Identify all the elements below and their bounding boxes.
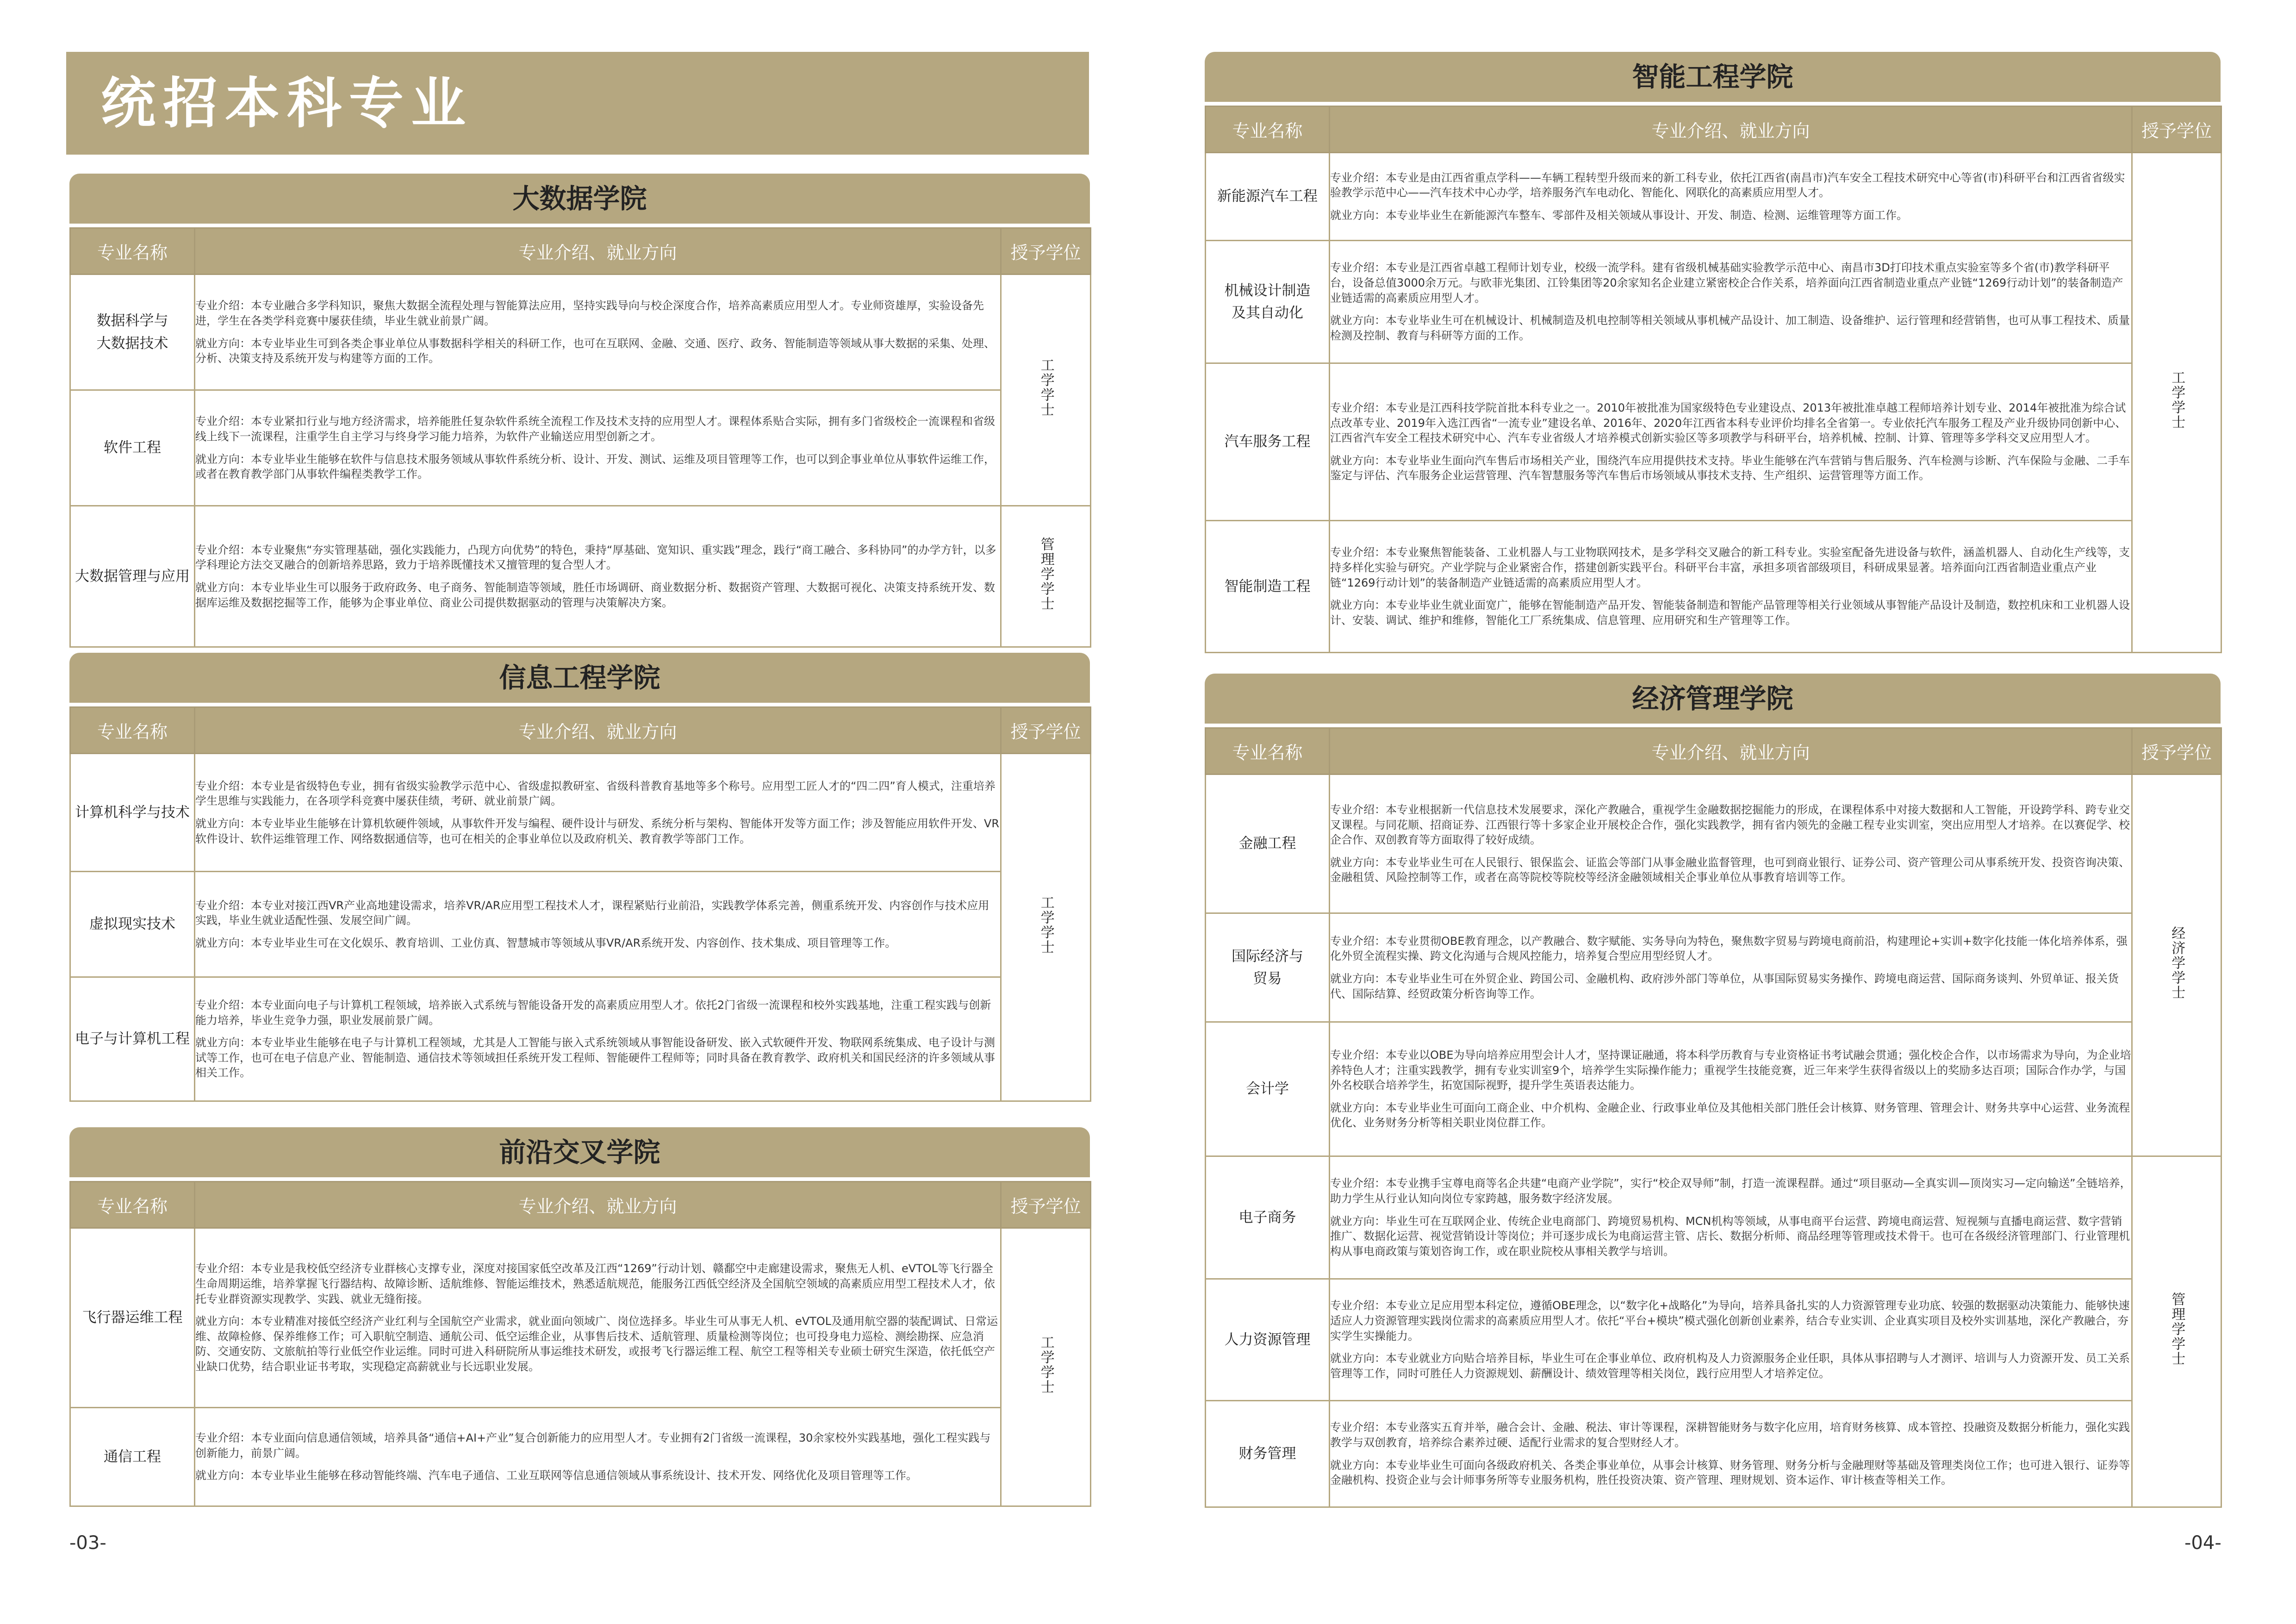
degree-label: 工学学士 [1038, 895, 1054, 955]
major-career: 就业方向：本专业毕业生在新能源汽车整车、零部件及相关领域从事设计、开发、制造、检测、运维管理等方面工作。 [1330, 208, 1908, 222]
major-description [1330, 241, 2132, 363]
major-career: 就业方向：本专业毕业生可在人民银行、银保监会、证监会等部门从事金融业监督管理，也可到商业银行、证券公司、资产管理公司从事系统开发、投资咨询决策、金融租赁、风险控制等工作，或者在高等院校等院校等经济金融领域相关企事业单位从事教育培训等工作。 [1330, 856, 2130, 884]
college-title: 经济管理学院 [1205, 674, 2221, 724]
major-row [1206, 913, 2221, 1022]
degree-label: 管理学学士 [1038, 537, 1054, 611]
major-description [1330, 363, 2132, 521]
college-title: 前沿交叉学院 [69, 1127, 1090, 1177]
major-career: 就业方向：本专业毕业生可在机械设计、机械制造及机电控制等相关领域从事机械产品设计、加工制造、设备维护、运行管理和经营销售，也可从事工程技术、质量检测及控制、教育与科研等方面的工作。 [1330, 314, 2130, 342]
major-row [1206, 775, 2221, 913]
major-intro: 专业介绍：本专业是江西省卓越工程师计划专业，校级一流学科。建有省级机械基础实验教学示范中心、南昌市3D打印技术重点实验室等多个省(市)教学科研平台，设备总值3000余万元。与欧菲光集团、江铃集团等20余家知名企业建立紧密校企合作关系，培养面向江西省制造业重点产业链“1269行动计划”的装备制造产业链适需的高素质应用型人才。 [1330, 261, 2123, 305]
major-intro: 专业介绍：本专业紧扣行业与地方经济需求，培养能胜任复杂软件系统全流程工作及技术支持的应用型人才。课程体系贴合实际，拥有多门省级校企一流课程和省级线上线下一流课程，注重学生自主学习与终身学习能力培养，为软件产业输送应用型创新之才。 [195, 415, 995, 443]
major-career: 就业方向：本专业毕业生可到各类企事业单位从事数据科学相关的科研工作，也可在互联网、金融、交通、医疗、政务、智能制造等领域从事大数据的采集、处理、分析、决策支持及系统开发与构建等方面的工作。 [195, 337, 995, 365]
major-intro: 专业介绍：本专业对接江西VR产业高地建设需求，培养VR/AR应用型工程技术人才，课程紧贴行业前沿，实践教学体系完善，侧重系统开发、内容创作与技术应用实践，毕业生就业适配性强、发展空间广阔。 [195, 899, 989, 927]
major-name: 飞行器运维工程 [70, 1228, 195, 1408]
major-row [70, 506, 1091, 647]
major-name: 机械设计制造 及其自动化 [1206, 241, 1330, 363]
degree-label: 工学学士 [1038, 1335, 1054, 1394]
header-description: 专业介绍、就业方向 [1330, 106, 2132, 153]
majors-table [1205, 106, 2222, 653]
major-name: 汽车服务工程 [1206, 363, 1330, 521]
degree-cell [1001, 506, 1091, 647]
college-title: 信息工程学院 [69, 653, 1090, 703]
header-degree: 授予学位 [2132, 106, 2221, 153]
page-number-right: -04- [2184, 1532, 2221, 1554]
major-career: 就业方向：本专业毕业生能够在移动智能终端、汽车电子通信、工业互联网等信息通信领域从事系统设计、技术开发、网络优化及项目管理等工作。 [195, 1469, 917, 1482]
major-name: 新能源汽车工程 [1206, 153, 1330, 241]
major-row [1206, 1401, 2221, 1507]
major-row [1206, 363, 2221, 521]
degree-label: 经济学学士 [2169, 925, 2185, 1000]
major-intro: 专业介绍：本专业聚焦“夯实管理基础，强化实践能力，凸现方向优势”的特色，秉持“厚基础、宽知识、重实践”理念，践行“商工融合、多科协同”的办学方针，以多学科理论方法交叉融合的创新培养思路，致力于培养既懂技术又擅管理的复合型人才。 [195, 543, 996, 572]
major-description [1330, 1022, 2132, 1156]
degree-cell [1001, 275, 1091, 506]
major-row [1206, 153, 2221, 241]
major-description [195, 754, 1001, 872]
major-description [195, 872, 1001, 977]
majors-table [69, 227, 1091, 648]
degree-label: 工学学士 [1038, 358, 1054, 418]
degree-cell [2132, 775, 2221, 1156]
header-degree: 授予学位 [1001, 1182, 1091, 1228]
major-row [70, 1228, 1091, 1408]
majors-table [69, 1181, 1091, 1507]
major-row [1206, 1279, 2221, 1401]
header-name: 专业名称 [70, 707, 195, 754]
major-row [70, 1408, 1091, 1506]
major-name: 电子商务 [1206, 1156, 1330, 1279]
major-row [1206, 521, 2221, 653]
major-row [1206, 241, 2221, 363]
major-career: 就业方向：本专业就业方向贴合培养目标，毕业生可在企事业单位、政府机构及人力资源服务企业任职，具体从事招聘与人才测评、培训与人力资源开发、员工关系管理等工作，同时可胜任人力资源规划、薪酬设计、绩效管理等相关岗位，践行应用型人才培养定位。 [1330, 1352, 2130, 1380]
college-title: 大数据学院 [69, 174, 1090, 224]
major-intro: 专业介绍：本专业落实五育并举，融合会计、金融、税法、审计等课程，深耕智能财务与数字化应用，培育财务核算、成本管控、投融资及数据分析能力，强化实践教学与双创教育，培养综合素养过硬、适配行业需求的复合型财经人才。 [1330, 1421, 2130, 1449]
major-name: 数据科学与 大数据技术 [70, 275, 195, 390]
majors-table [69, 706, 1091, 1102]
major-row [1206, 1156, 2221, 1279]
header-name: 专业名称 [70, 228, 195, 275]
major-name: 财务管理 [1206, 1401, 1330, 1507]
header-degree: 授予学位 [2132, 728, 2221, 775]
page-banner [66, 52, 1089, 155]
major-description [1330, 1279, 2132, 1401]
major-intro: 专业介绍：本专业融合多学科知识，聚焦大数据全流程处理与智能算法应用，坚持实践导向与校企深度合作，培养高素质应用型人才。专业师资雄厚，实验设备先进，学生在各类学科竞赛中屡获佳绩，毕业生就业前景广阔。 [195, 299, 984, 327]
major-name: 通信工程 [70, 1408, 195, 1506]
major-career: 就业方向：本专业毕业生就业面宽广，能够在智能制造产品开发、智能装备制造和智能产品管理等相关行业领域从事智能产品设计及制造，数控机床和工业机器人设计、安装、调试、维护和维修，智能化工厂系统集成、信息管理、应用研究和生产管理等工作。 [1330, 599, 2130, 627]
major-name: 金融工程 [1206, 775, 1330, 913]
header-name: 专业名称 [1206, 106, 1330, 153]
major-intro: 专业介绍：本专业以OBE为导向培养应用型会计人才，坚持课证融通，将本科学历教育与专业资格证书考试融会贯通；强化校企合作，以市场需求为导向，为企业培养特色人才；注重实践教学，拥有专业实训室9个，培养学生实际操作能力；重视学生技能竞赛，近三年来学生获得省级以上的奖励多达百项；国际合作办学，与国外名校联合培养学生，拓宽国际视野，提升学生英语表达能力。 [1330, 1048, 2131, 1092]
major-intro: 专业介绍：本专业是由江西省重点学科——车辆工程转型升级而来的新工科专业，依托江西省(南昌市)汽车安全工程技术研究中心等省(市)科研平台和江西省省级实验教学示范中心——汽车技术中心办学，培养服务汽车电动化、智能化、网联化的高素质应用型人才。 [1330, 171, 2125, 200]
major-intro: 专业介绍：本专业贯彻OBE教育理念，以产教融合、数字赋能、实务导向为特色，聚焦数字贸易与跨境电商前沿，构建理论+实训+数字化技能一体化培养体系，强化外贸全流程实操、跨文化沟通与合规风控能力，培养复合型应用型经贸人才。 [1330, 934, 2128, 963]
header-degree: 授予学位 [1001, 228, 1091, 275]
major-intro: 专业介绍：本专业面向信息通信领域，培养具备“通信+AI+产业”复合创新能力的应用型人才。专业拥有2门省级一流课程，30余家校外实践基地，强化工程实践与创新能力，前景广阔。 [195, 1431, 991, 1460]
major-name: 会计学 [1206, 1022, 1330, 1156]
header-degree: 授予学位 [1001, 707, 1091, 754]
degree-cell [2132, 1156, 2221, 1507]
major-description [195, 977, 1001, 1101]
major-description [1330, 1156, 2132, 1279]
major-name: 虚拟现实技术 [70, 872, 195, 977]
major-intro: 专业介绍：本专业是我校低空经济专业群核心支撑专业，深度对接国家低空改革及江西“1269”行动计划、赣鄱空中走廊建设需求，聚焦无人机、eVTOL等飞行器全生命周期运维，培养掌握飞行器结构、故障诊断、适航维修、智能运维技术，熟悉适航规范，能服务江西低空经济及全国航空领域的高素质应用型工程技术人才，依托专业群资源实现教学、实践、就业无缝衔接。 [195, 1262, 995, 1305]
major-intro: 专业介绍：本专业是省级特色专业，拥有省级实验教学示范中心、省级虚拟教研室、省级科普教育基地等多个称号。应用型工匠人才的“四二四”育人模式，注重培养学生思维与实践能力，在各项学科竞赛中屡获佳绩，考研、就业前景广阔。 [195, 779, 996, 808]
header-description: 专业介绍、就业方向 [1330, 728, 2132, 775]
major-row [70, 754, 1091, 872]
major-career: 就业方向：本专业毕业生可面向工商企业、中介机构、金融企业、行政事业单位及其他相关部门胜任会计核算、财务管理、管理会计、财务共享中心运营、业务流程优化、业务财务分析等相关职业岗位群工作。 [1330, 1101, 2130, 1130]
major-name: 计算机科学与技术 [70, 754, 195, 872]
major-name: 国际经济与 贸易 [1206, 913, 1330, 1022]
degree-label: 工学学士 [2169, 370, 2185, 430]
major-name: 人力资源管理 [1206, 1279, 1330, 1401]
major-intro: 专业介绍：本专业聚焦智能装备、工业机器人与工业物联网技术，是多学科交叉融合的新工科专业。实验室配备先进设备与软件，涵盖机器人、自动化生产线等，支持多样化实验与研究。产业学院与企业紧密合作，搭建创新实践平台。科研平台丰富，承担多项省部级项目，科研成果显著。培养面向江西省制造业重点产业链“1269行动计划”的装备制造产业链适需的高素质应用型人才。 [1330, 546, 2130, 589]
major-career: 就业方向：本专业毕业生能够在电子与计算机工程领域，尤其是人工智能与嵌入式系统领域从事智能设备研发、嵌入式软硬件开发、物联网系统集成、电子设计与测试等工作，也可在电子信息产业、智能制造、通信技术等领域担任系统开发工程师、智能硬件工程师等；同时具备在教育教学、政府机关和国民经济的许多领域从事相关工作。 [195, 1036, 995, 1080]
major-description [1330, 775, 2132, 913]
major-career: 就业方向：本专业毕业生可在外贸企业、跨国公司、金融机构、政府涉外部门等单位，从事国际贸易实务操作、跨境电商运营、国际商务谈判、外贸单证、报关货代、国际结算、经贸政策分析咨询等工作。 [1330, 972, 2119, 1000]
degree-cell [1001, 1228, 1091, 1506]
major-career: 就业方向：本专业毕业生能够在软件与信息技术服务领域从事软件系统分析、设计、开发、测试、运维及项目管理等工作，也可以到企事业单位从事软件运维工作，或者在教育教学部门从事软件编程类教学工作。 [195, 452, 995, 481]
major-career: 就业方向：本专业精准对接低空经济产业红利与全国航空产业需求，就业面向领域广、岗位选择多。毕业生可从事无人机、eVTOL及通用航空器的装配调试、日常运维、故障检修、保养维修工作；可入职航空制造、通航公司、低空运维企业，从事售后技术、适航管理、质量检测等岗位；也可投身电力巡检、测绘勘探、应急消防、交通安防、文旅航拍等行业低空作业运维。同时可进入科研院所从事运维技术研发，或报考飞行器运维工程、航空工程等相关专业硕士研究生深造，依托低空产业缺口优势，结合职业证书考取，实现稳定高薪就业与长远职业发展。 [195, 1315, 998, 1374]
major-name: 大数据管理与应用 [70, 506, 195, 647]
header-description: 专业介绍、就业方向 [195, 1182, 1001, 1228]
major-career: 就业方向：本专业毕业生面向汽车售后市场相关产业，围绕汽车应用提供技术支持。毕业生能够在汽车营销与售后服务、汽车检测与诊断、汽车保险与金融、二手车鉴定与评估、汽车服务企业运营管理、汽车智慧服务等汽车售后市场领域从事技术支持、生产组织、运营管理等方面工作。 [1330, 454, 2130, 482]
header-name: 专业名称 [1206, 728, 1330, 775]
major-intro: 专业介绍：本专业根据新一代信息技术发展要求，深化产教融合，重视学生金融数据挖掘能力的形成，在课程体系中对接大数据和人工智能，开设跨学科、跨专业交叉课程。与同花顺、招商证券、江西银行等十多家企业开展校企合作，强化实践教学，拥有省内领先的金融工程专业实训室，突出应用型人才培养。在以赛促学、校企合作、双创教育等方面取得了较好成绩。 [1330, 803, 2130, 847]
major-intro: 专业介绍：本专业携手宝尊电商等名企共建“电商产业学院”，实行“校企双导师”制，打造一流课程群。通过“项目驱动—全真实训—顶岗实习—定向输送”全链培养，助力学生从行业认知向岗位专家跨越，服务数字经济发展。 [1330, 1177, 2131, 1206]
major-row [1206, 1022, 2221, 1156]
major-row [70, 977, 1091, 1101]
major-intro: 专业介绍：本专业是江西科技学院首批本科专业之一。2010年被批准为国家级特色专业建设点、2013年被批准卓越工程师培养计划专业、2014年被批准为综合试点改革专业、2019年入选江西省“一流专业”建设名单、2016年、2020年江西省本科专业评价均排名全省第一。专业依托汽车服务工程及产业升级协同创新中心、江西省汽车安全工程技术研究中心、汽车专业省级人才培养模式创新实验区等多项教学与科研平台，培养机械、控制、计算、管理等多学科交叉应用型人才。 [1330, 401, 2127, 445]
degree-label: 管理学学士 [2169, 1292, 2185, 1367]
major-career: 就业方向：本专业毕业生可以服务于政府政务、电子商务、智能制造等领域，胜任市场调研、商业数据分析、数据资产管理、大数据可视化、决策支持系统开发、数据库运维及数据挖掘等工作，能够为企事业单位、商业公司提供数据驱动的管理与决策解决方案。 [195, 581, 995, 609]
majors-table [1205, 727, 2222, 1508]
major-name: 软件工程 [70, 390, 195, 506]
major-description [195, 506, 1001, 647]
major-career: 就业方向：本专业毕业生能够在计算机软硬件领域，从事软件开发与编程、硬件设计与研发、系统分析与架构、智能体开发等方面工作；涉及智能应用软件开发、VR软件设计、软件运维管理工作、网络数据通信等，也可在相关的企事业单位以及政府机关、教育教学等部门工作。 [195, 817, 1000, 845]
major-career: 就业方向：毕业生可在互联网企业、传统企业电商部门、跨境贸易机构、MCN机构等领域，从事电商平台运营、跨境电商运营、短视频与直播电商运营、数字营销推广、数据化运营、视觉营销设计等岗位；并可逐步成长为电商运营主管、店长、数据分析师、商品经理等管理或技术骨干。也可在各级经济管理部门、行业管理机构从事电商政策与策划咨询工作，或在职业院校从事相关教学与培训。 [1330, 1214, 2130, 1258]
header-name: 专业名称 [70, 1182, 195, 1228]
major-intro: 专业介绍：本专业面向电子与计算机工程领域，培养嵌入式系统与智能设备开发的高素质应用型人才。依托2门省级一流课程和校外实践基地，注重工程实践与创新能力培养，毕业生竞争力强，职业发展前景广阔。 [195, 998, 991, 1027]
major-description [195, 275, 1001, 390]
major-name: 智能制造工程 [1206, 521, 1330, 653]
degree-cell [2132, 153, 2221, 653]
major-description [1330, 521, 2132, 653]
page-title: 统招本科专业 [101, 71, 473, 135]
major-row [70, 872, 1091, 977]
major-description [195, 1408, 1001, 1506]
college-title: 智能工程学院 [1205, 52, 2221, 102]
major-description [1330, 913, 2132, 1022]
major-description [195, 1228, 1001, 1408]
major-career: 就业方向：本专业毕业生可面向各级政府机关、各类企事业单位，从事会计核算、财务管理、财务分析与金融理财等基础及管理类岗位工作；也可进入银行、证券等金融机构、投资企业与会计师事务所等专业服务机构，胜任投资决策、资产管理、理财规划、资本运作、审计核查等相关工作。 [1330, 1458, 2130, 1487]
major-career: 就业方向：本专业毕业生可在文化娱乐、教育培训、工业仿真、智慧城市等领域从事VR/AR系统开发、内容创作、技术集成、项目管理等工作。 [195, 936, 896, 949]
major-intro: 专业介绍：本专业立足应用型本科定位，遵循OBE理念，以“数字化+战略化”为导向，培养具备扎实的人力资源管理专业功底、较强的数据驱动决策能力、能够快速适应人力资源管理实践岗位需求的高素质应用型人才。依托“平台+模块”模式强化创新创业素养，结合专业实训、企业真实项目及校外实训基地，深化产教融合，夯实学生实操能力。 [1330, 1299, 2130, 1343]
degree-cell [1001, 754, 1091, 1101]
header-description: 专业介绍、就业方向 [195, 228, 1001, 275]
major-name: 电子与计算机工程 [70, 977, 195, 1101]
major-description [195, 390, 1001, 506]
header-description: 专业介绍、就业方向 [195, 707, 1001, 754]
major-row [70, 275, 1091, 390]
major-description [1330, 1401, 2132, 1507]
page-number-left: -03- [69, 1532, 106, 1554]
major-description [1330, 153, 2132, 241]
major-row [70, 390, 1091, 506]
